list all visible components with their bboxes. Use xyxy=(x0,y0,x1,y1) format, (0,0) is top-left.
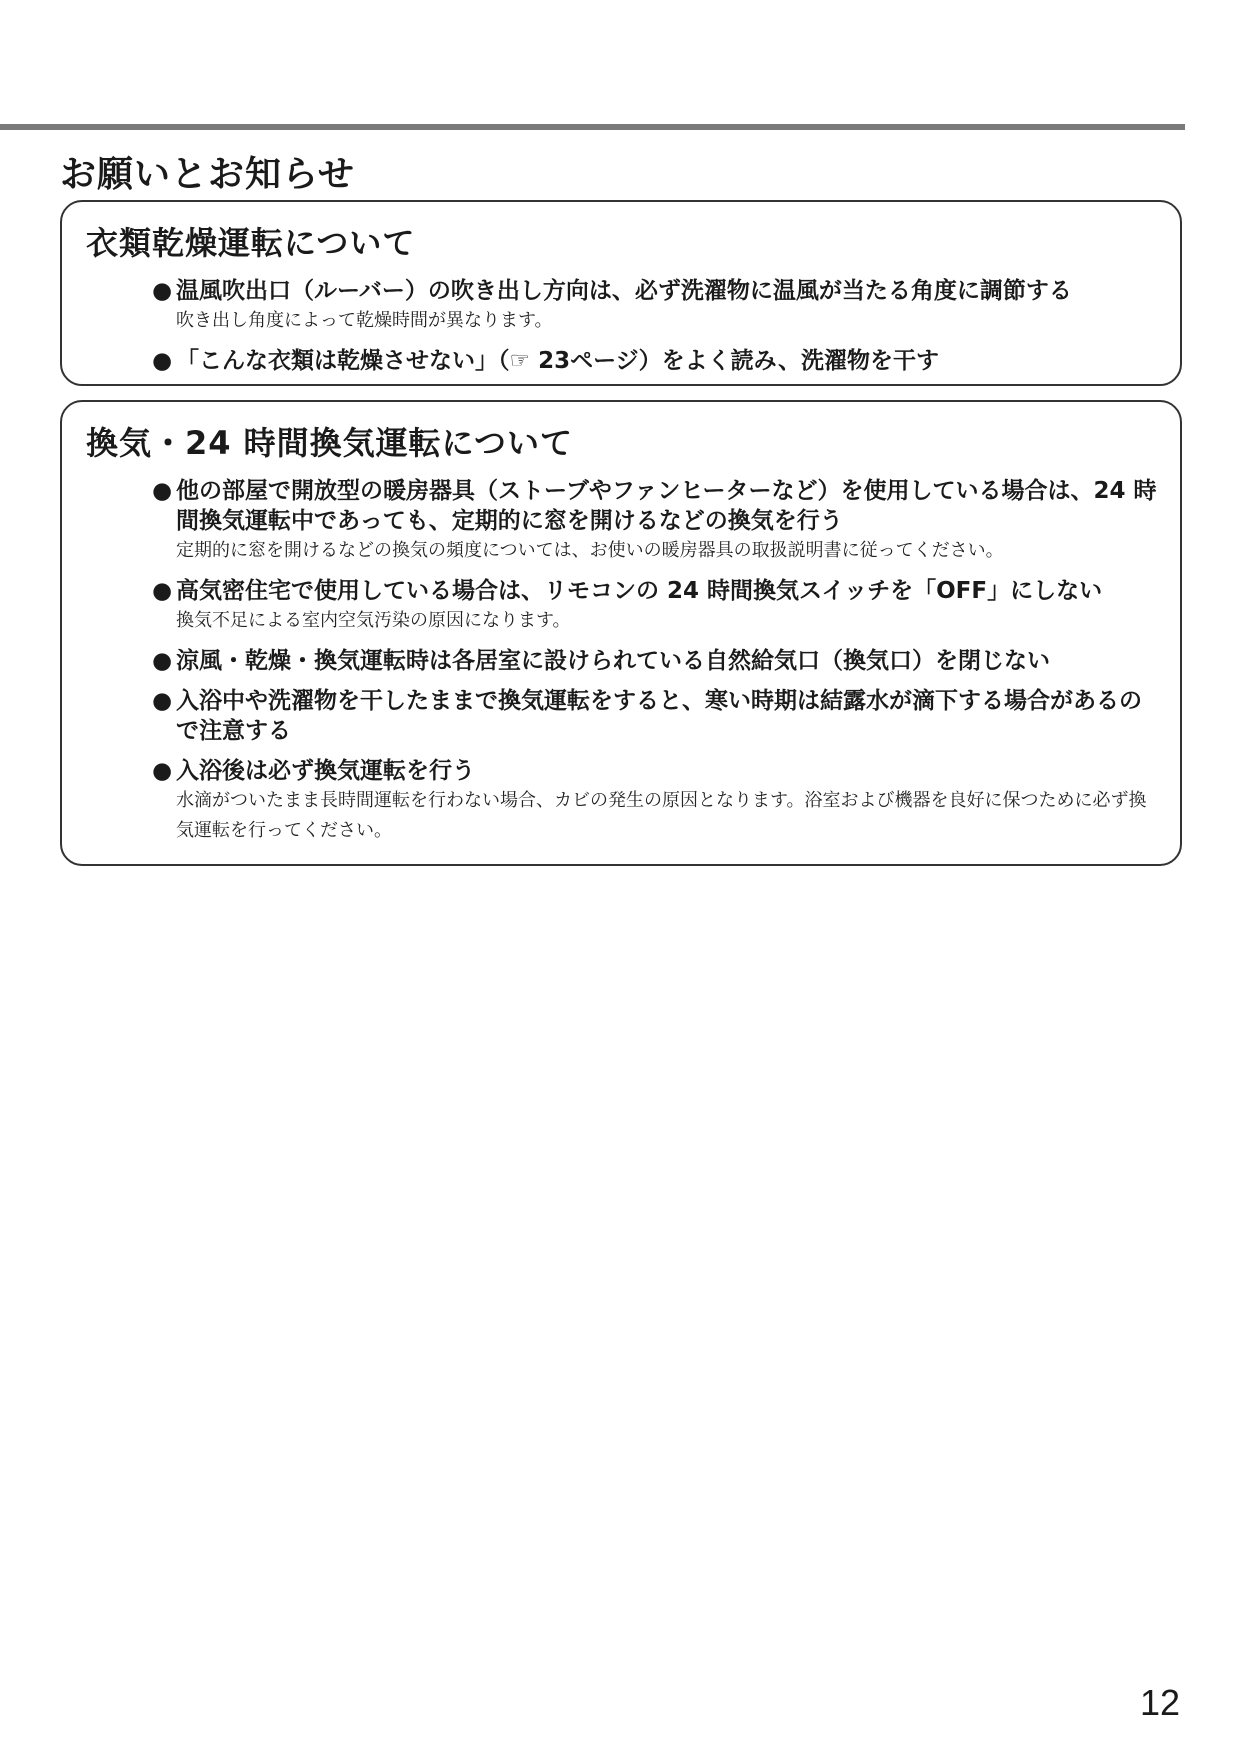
section-title: 換気・24 時間換気運転について xyxy=(86,424,574,462)
page-title: お願いとお知らせ xyxy=(60,154,355,195)
item-text: 入浴後は必ず換気運転を行う xyxy=(176,758,475,784)
item-note: 水滴がついたまま長時間運転を行わない場合、カビの発生の原因となります。浴室および機器を良好に保つために必ず換気運転を行ってください。 xyxy=(176,790,1147,841)
list-item xyxy=(152,276,1160,336)
item-note: 換気不足による室内空気汚染の原因になります。 xyxy=(176,610,571,631)
item-note: 定期的に窓を開けるなどの換気の頻度については、お使いの暖房器具の取扱説明書に従ってください。 xyxy=(176,540,1004,561)
item-note: 吹き出し角度によって乾燥時間が異なります。 xyxy=(176,310,553,331)
bullet-icon: ● xyxy=(152,578,173,604)
bullet-icon: ● xyxy=(152,348,173,374)
bullet-icon: ● xyxy=(152,688,173,714)
section-title: 衣類乾燥運転について xyxy=(86,224,416,262)
top-rule xyxy=(0,124,1185,130)
page-number: 12 xyxy=(1139,1682,1180,1723)
list-item xyxy=(152,646,1160,676)
item-text: 温風吹出口（ルーバー）の吹き出し方向は、必ず洗濯物に温風が当たる角度に調節する xyxy=(176,278,1072,304)
item-text: 涼風・乾燥・換気運転時は各居室に設けられている自然給気口（換気口）を閉じない xyxy=(176,648,1050,674)
list-item xyxy=(152,756,1160,846)
list-item xyxy=(152,346,1160,376)
list-item xyxy=(152,476,1160,566)
section-clothes-drying xyxy=(60,200,1182,386)
item-text: 入浴中や洗濯物を干したままで換気運転をすると、寒い時期は結露水が滴下する場合があるので注意する xyxy=(176,688,1142,744)
item-text: 「こんな衣類は乾燥させない」（☞ 23ページ）をよく読み、洗濯物を干す xyxy=(176,348,940,374)
list-item xyxy=(152,686,1160,746)
bullet-icon: ● xyxy=(152,758,173,784)
list-item xyxy=(152,576,1160,636)
section-ventilation xyxy=(60,400,1182,866)
bullet-icon: ● xyxy=(152,648,173,674)
item-text: 他の部屋で開放型の暖房器具（ストーブやファンヒーターなど）を使用している場合は、24 時間換気運転中であっても、定期的に窓を開けるなどの換気を行う xyxy=(176,478,1157,534)
item-text: 高気密住宅で使用している場合は、リモコンの 24 時間換気スイッチを「OFF」にしない xyxy=(176,578,1103,604)
bullet-icon: ● xyxy=(152,478,173,504)
bullet-icon: ● xyxy=(152,278,173,304)
